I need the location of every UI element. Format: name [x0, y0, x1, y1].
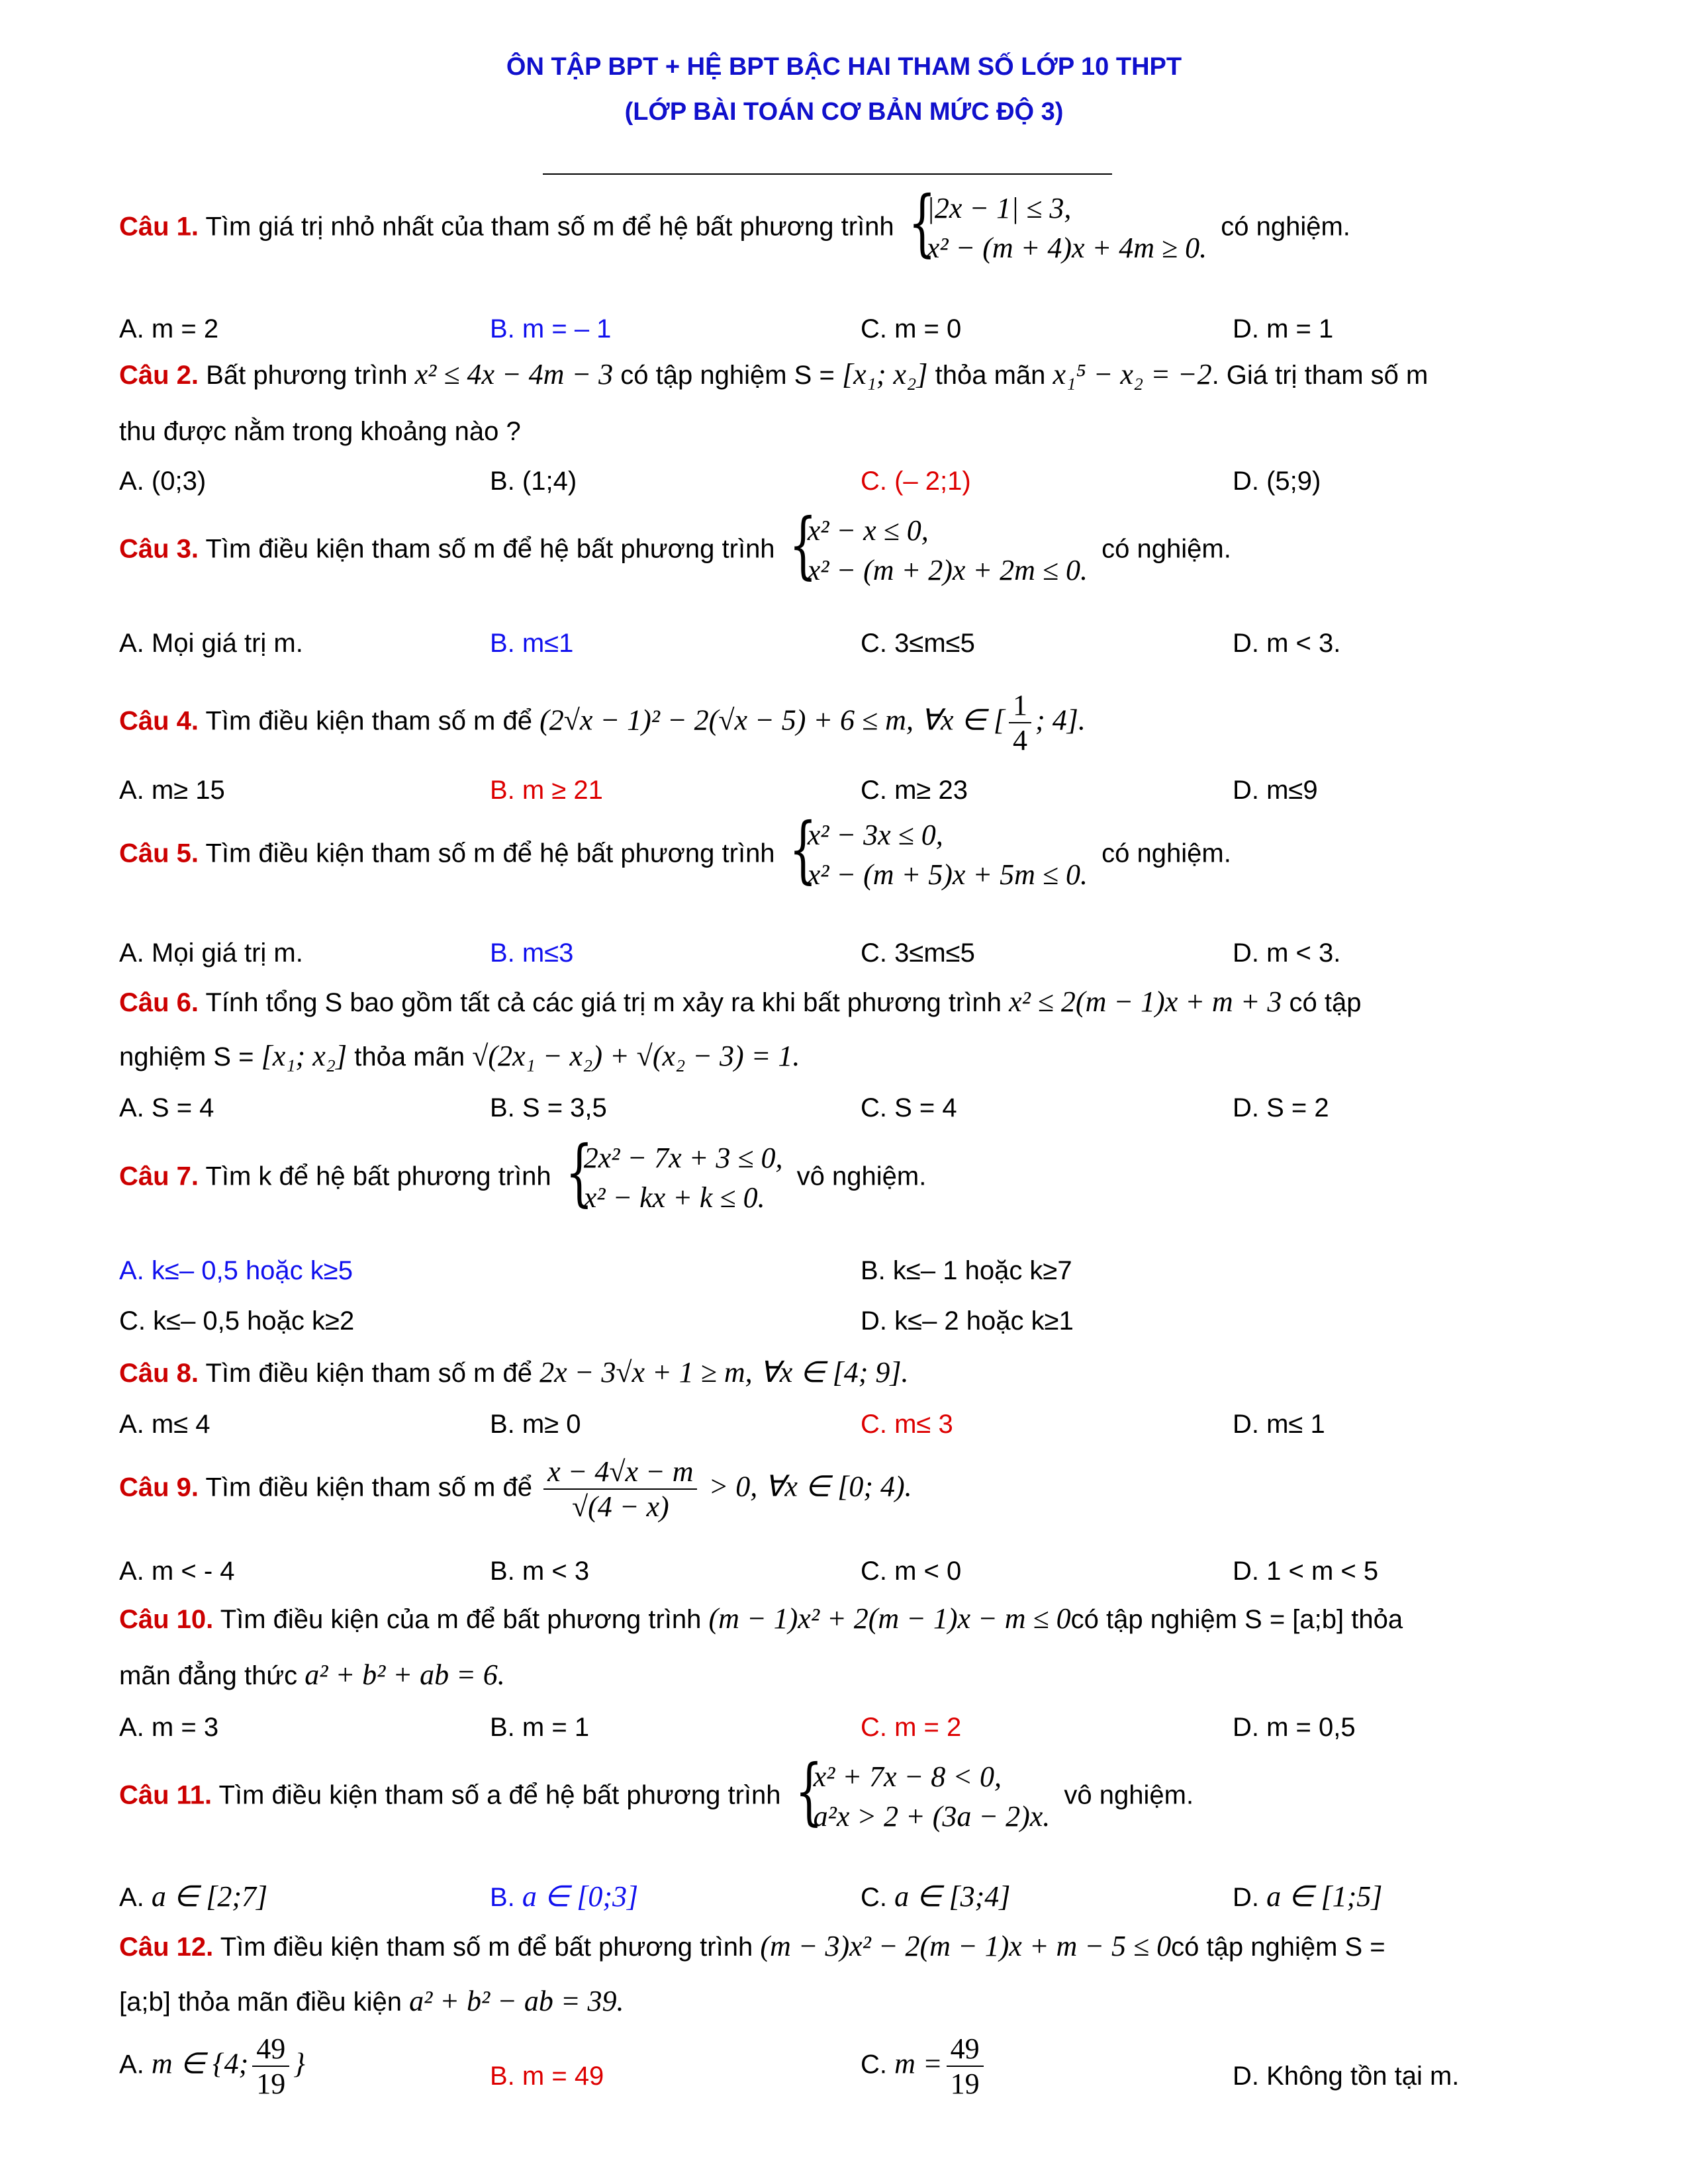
question-2-line-2: thu được nằm trong khoảng nào ?	[119, 417, 521, 446]
option-b: B. m < 3	[490, 1557, 590, 1586]
question-9	[119, 1455, 1542, 1524]
question-text: . Giá trị tham số m	[1211, 361, 1429, 390]
option-a: A. S = 4	[119, 1093, 214, 1122]
question-11	[119, 1749, 1542, 1837]
question-8	[119, 1355, 1542, 1389]
system-row: x² − (m + 4)x + 4m ≥ 0.	[926, 232, 1207, 264]
fraction-numerator: 49	[947, 2032, 984, 2067]
question-label: Câu 1.	[119, 212, 199, 242]
question-text: Tính tổng S bao gồm tất cả các giá trị m xảy ra khi bất phương trình	[205, 988, 1002, 1017]
question-label: Câu 4.	[119, 706, 199, 736]
system-row: x² − (m + 5)x + 5m ≤ 0.	[807, 858, 1088, 891]
option-c	[861, 1880, 1010, 1913]
math-expression: > 0, ∀x ∈ [0; 4).	[708, 1470, 912, 1503]
system-row: a²x > 2 + (3a − 2)x.	[813, 1800, 1051, 1833]
option-c: C. m≤ 3	[861, 1410, 953, 1439]
option-prefix: C.	[861, 2050, 887, 2079]
option-c: C. S = 4	[861, 1093, 957, 1122]
option-d: D. (5;9)	[1233, 467, 1321, 496]
system-row: |2x − 1| ≤ 3,	[926, 192, 1072, 224]
system-row: 2x² − 7x + 3 ≤ 0,	[583, 1142, 783, 1174]
option-a: A. m = 2	[119, 314, 219, 343]
option-b	[490, 1880, 638, 1913]
option-a: A. Mọi giá trị m.	[119, 938, 303, 968]
question-label: Câu 3.	[119, 534, 199, 564]
question-7	[119, 1130, 1542, 1218]
question-12	[119, 1929, 1542, 1963]
math-expression: x² ≤ 2(m − 1)x + m + 3	[1009, 985, 1282, 1018]
fraction-denominator: 19	[950, 2068, 980, 2100]
question-3	[119, 502, 1542, 590]
question-text: Tìm điều kiện của m để bất phương trình	[220, 1605, 702, 1634]
math-expression: ; 4].	[1035, 704, 1086, 737]
title-divider	[543, 173, 1112, 175]
option-a: A. m≤ 4	[119, 1410, 211, 1439]
question-text: Tìm k để hệ bất phương trình	[205, 1161, 551, 1191]
option-d	[1233, 1880, 1382, 1913]
inequality-system	[788, 807, 1088, 895]
question-label: Câu 8.	[119, 1359, 199, 1388]
option-b: B. k≤– 1 hoặc k≥7	[861, 1256, 1072, 1285]
option-c: C. (– 2;1)	[861, 467, 971, 496]
question-label: Câu 12.	[119, 1933, 214, 1962]
inequality-system	[908, 180, 1207, 268]
question-label: Câu 2.	[119, 361, 199, 390]
option-prefix: B.	[490, 1883, 515, 1912]
question-10	[119, 1602, 1542, 1635]
math-expression: (2√x − 1)² − 2(√x − 5) + 6 ≤ m, ∀x ∈ [	[539, 704, 1006, 737]
question-label: Câu 9.	[119, 1473, 199, 1502]
option-math: }	[293, 2047, 305, 2080]
math-expression: 2x − 3√x + 1 ≥ m, ∀x ∈ [4; 9].	[539, 1356, 909, 1388]
system-row: x² − 3x ≤ 0,	[807, 819, 943, 851]
option-d: D. k≤– 2 hoặc k≥1	[861, 1306, 1074, 1336]
option-math: a ∈ [3;4]	[894, 1880, 1011, 1913]
option-math: m ∈ {4;	[151, 2047, 249, 2080]
option-c: C. k≤– 0,5 hoặc k≥2	[119, 1306, 355, 1336]
question-2	[119, 357, 1542, 391]
math-expression: (m − 3)x² − 2(m − 1)x + m − 5 ≤ 0	[760, 1930, 1172, 1962]
system-row: x² − (m + 2)x + 2m ≤ 0.	[807, 554, 1088, 586]
left-brace-icon: {	[788, 502, 817, 587]
left-brace-icon: {	[565, 1130, 593, 1214]
fraction-numerator: 1	[1009, 688, 1031, 723]
option-b: B. m ≥ 21	[490, 776, 603, 805]
option-b: B. m = – 1	[490, 314, 612, 343]
question-4	[119, 688, 1542, 757]
fraction	[947, 2032, 984, 2101]
question-text: Tìm điều kiện tham số m để	[205, 706, 532, 736]
question-text-after: có nghiệm.	[1102, 534, 1231, 564]
option-c: C. m≥ 23	[861, 776, 968, 805]
system-row: x² + 7x − 8 < 0,	[813, 1760, 1002, 1793]
fraction	[252, 2032, 289, 2101]
question-label: Câu 10.	[119, 1605, 214, 1634]
option-prefix: A.	[119, 1883, 144, 1912]
fraction-denominator: 4	[1013, 724, 1028, 756]
option-b: B. m = 1	[490, 1713, 590, 1742]
left-brace-icon: {	[794, 1749, 823, 1833]
question-text: thỏa mãn	[354, 1042, 465, 1071]
option-b: B. m≤1	[490, 629, 574, 658]
question-text: Tìm điều kiện tham số m để hệ bất phương trình	[205, 839, 775, 868]
option-c	[861, 2032, 988, 2101]
option-a: A. (0;3)	[119, 467, 207, 496]
option-d: D. m≤9	[1233, 776, 1318, 805]
question-text: [a;b] thỏa mãn điều kiện	[119, 1987, 402, 2017]
option-b: B. m = 49	[490, 2062, 604, 2091]
question-5	[119, 807, 1542, 895]
option-a: A. m≥ 15	[119, 776, 225, 805]
math-expression: [x₁; x₂]	[261, 1040, 348, 1072]
option-b: B. m≥ 0	[490, 1410, 581, 1439]
question-text: Tìm điều kiện tham số m để hệ bất phương trình	[205, 534, 775, 564]
option-c: C. m < 0	[861, 1557, 962, 1586]
question-text-after: có nghiệm.	[1102, 839, 1231, 868]
left-brace-icon: {	[908, 180, 936, 265]
option-d: D. m < 3.	[1233, 629, 1341, 658]
fraction-numerator: 49	[252, 2032, 289, 2067]
question-text: có tập nghiệm S =	[1171, 1933, 1385, 1962]
fraction-denominator: 19	[256, 2068, 286, 2100]
option-d: D. m≤ 1	[1233, 1410, 1325, 1439]
inequality-system	[788, 502, 1088, 590]
option-d: D. m = 0,5	[1233, 1713, 1356, 1742]
question-label: Câu 5.	[119, 839, 199, 868]
option-c: C. m = 2	[861, 1713, 962, 1742]
option-b: B. m≤3	[490, 938, 574, 968]
option-d: D. S = 2	[1233, 1093, 1329, 1122]
option-a: A. m = 3	[119, 1713, 219, 1742]
fraction	[1009, 688, 1031, 757]
fraction-denominator: √(4 − x)	[571, 1490, 669, 1523]
option-d: D. m < 3.	[1233, 938, 1341, 968]
question-text: thỏa mãn	[935, 361, 1046, 390]
fraction-numerator: x − 4√x − m	[543, 1455, 697, 1490]
math-expression: √(2x₁ − x₂) + √(x₂ − 3) = 1.	[472, 1040, 800, 1072]
option-math: a ∈ [2;7]	[151, 1880, 268, 1913]
option-a	[119, 1880, 267, 1913]
math-expression: [x₁; x₂]	[841, 358, 928, 390]
question-text: Tìm điều kiện tham số m để bất phương trình	[220, 1933, 753, 1962]
option-c: C. 3≤m≤5	[861, 938, 975, 968]
fraction	[543, 1455, 697, 1524]
question-text: Tìm điều kiện tham số m để	[205, 1473, 532, 1502]
question-text-after: vô nghiệm.	[1064, 1780, 1194, 1810]
question-text: có tập nghiệm S =	[620, 361, 835, 390]
system-row: x² − kx + k ≤ 0.	[583, 1181, 765, 1214]
option-b: B. S = 3,5	[490, 1093, 607, 1122]
math-expression: a² + b² − ab = 39.	[409, 1985, 624, 2017]
question-text: Tìm điều kiện tham số m để	[205, 1359, 532, 1388]
question-12-line-2	[119, 1984, 1542, 2018]
question-text: nghiệm S =	[119, 1042, 254, 1071]
question-text: có tập nghiệm S = [a;b] thỏa	[1070, 1605, 1403, 1634]
option-math: m =	[894, 2047, 943, 2080]
option-math: a ∈ [0;3]	[522, 1880, 639, 1913]
title-line-2: (LỚP BÀI TOÁN CƠ BẢN MỨC ĐỘ 3)	[624, 98, 1064, 126]
question-10-line-2	[119, 1658, 1542, 1692]
math-expression: x² ≤ 4x − 4m − 3	[414, 358, 614, 390]
question-text-after: có nghiệm.	[1221, 212, 1350, 242]
math-expression: a² + b² + ab = 6.	[305, 1659, 505, 1691]
question-text: mãn đẳng thức	[119, 1661, 298, 1690]
question-text: Bất phương trình	[206, 361, 408, 390]
question-text: Tìm giá trị nhỏ nhất của tham số m để hệ bất phương trình	[205, 212, 894, 242]
option-d: D. m = 1	[1233, 314, 1334, 343]
question-label: Câu 11.	[119, 1780, 212, 1810]
option-a: A. Mọi giá trị m.	[119, 629, 303, 658]
option-a: A. k≤– 0,5 hoặc k≥5	[119, 1256, 353, 1285]
inequality-system	[565, 1130, 783, 1218]
question-6-line-2	[119, 1039, 1542, 1073]
math-expression: (m − 1)x² + 2(m − 1)x − m ≤ 0	[708, 1602, 1071, 1635]
option-math: a ∈ [1;5]	[1266, 1880, 1383, 1913]
option-prefix: D.	[1233, 1883, 1259, 1912]
option-prefix: A.	[119, 2050, 144, 2079]
question-label: Câu 7.	[119, 1161, 199, 1191]
question-1	[119, 180, 1542, 268]
option-prefix: C.	[861, 1883, 887, 1912]
question-text: có tập	[1289, 988, 1362, 1017]
question-text: Tìm điều kiện tham số a để hệ bất phương trình	[218, 1780, 781, 1810]
system-row: x² − x ≤ 0,	[807, 514, 929, 547]
option-a	[119, 2032, 305, 2101]
title-line-1: ÔN TẬP BPT + HỆ BPT BẬC HAI THAM SỐ LỚP 10 THPT	[506, 53, 1182, 81]
inequality-system	[794, 1749, 1051, 1837]
question-6	[119, 985, 1542, 1019]
left-brace-icon: {	[788, 807, 817, 891]
question-label: Câu 6.	[119, 988, 199, 1017]
math-expression: x₁⁵ − x₂ = −2	[1053, 358, 1212, 390]
option-b: B. (1;4)	[490, 467, 577, 496]
option-c: C. 3≤m≤5	[861, 629, 975, 658]
option-d: D. Không tồn tại m.	[1233, 2062, 1460, 2091]
option-c: C. m = 0	[861, 314, 962, 343]
option-d: D. 1 < m < 5	[1233, 1557, 1379, 1586]
option-a: A. m < - 4	[119, 1557, 235, 1586]
question-text-after: vô nghiệm.	[796, 1161, 927, 1191]
